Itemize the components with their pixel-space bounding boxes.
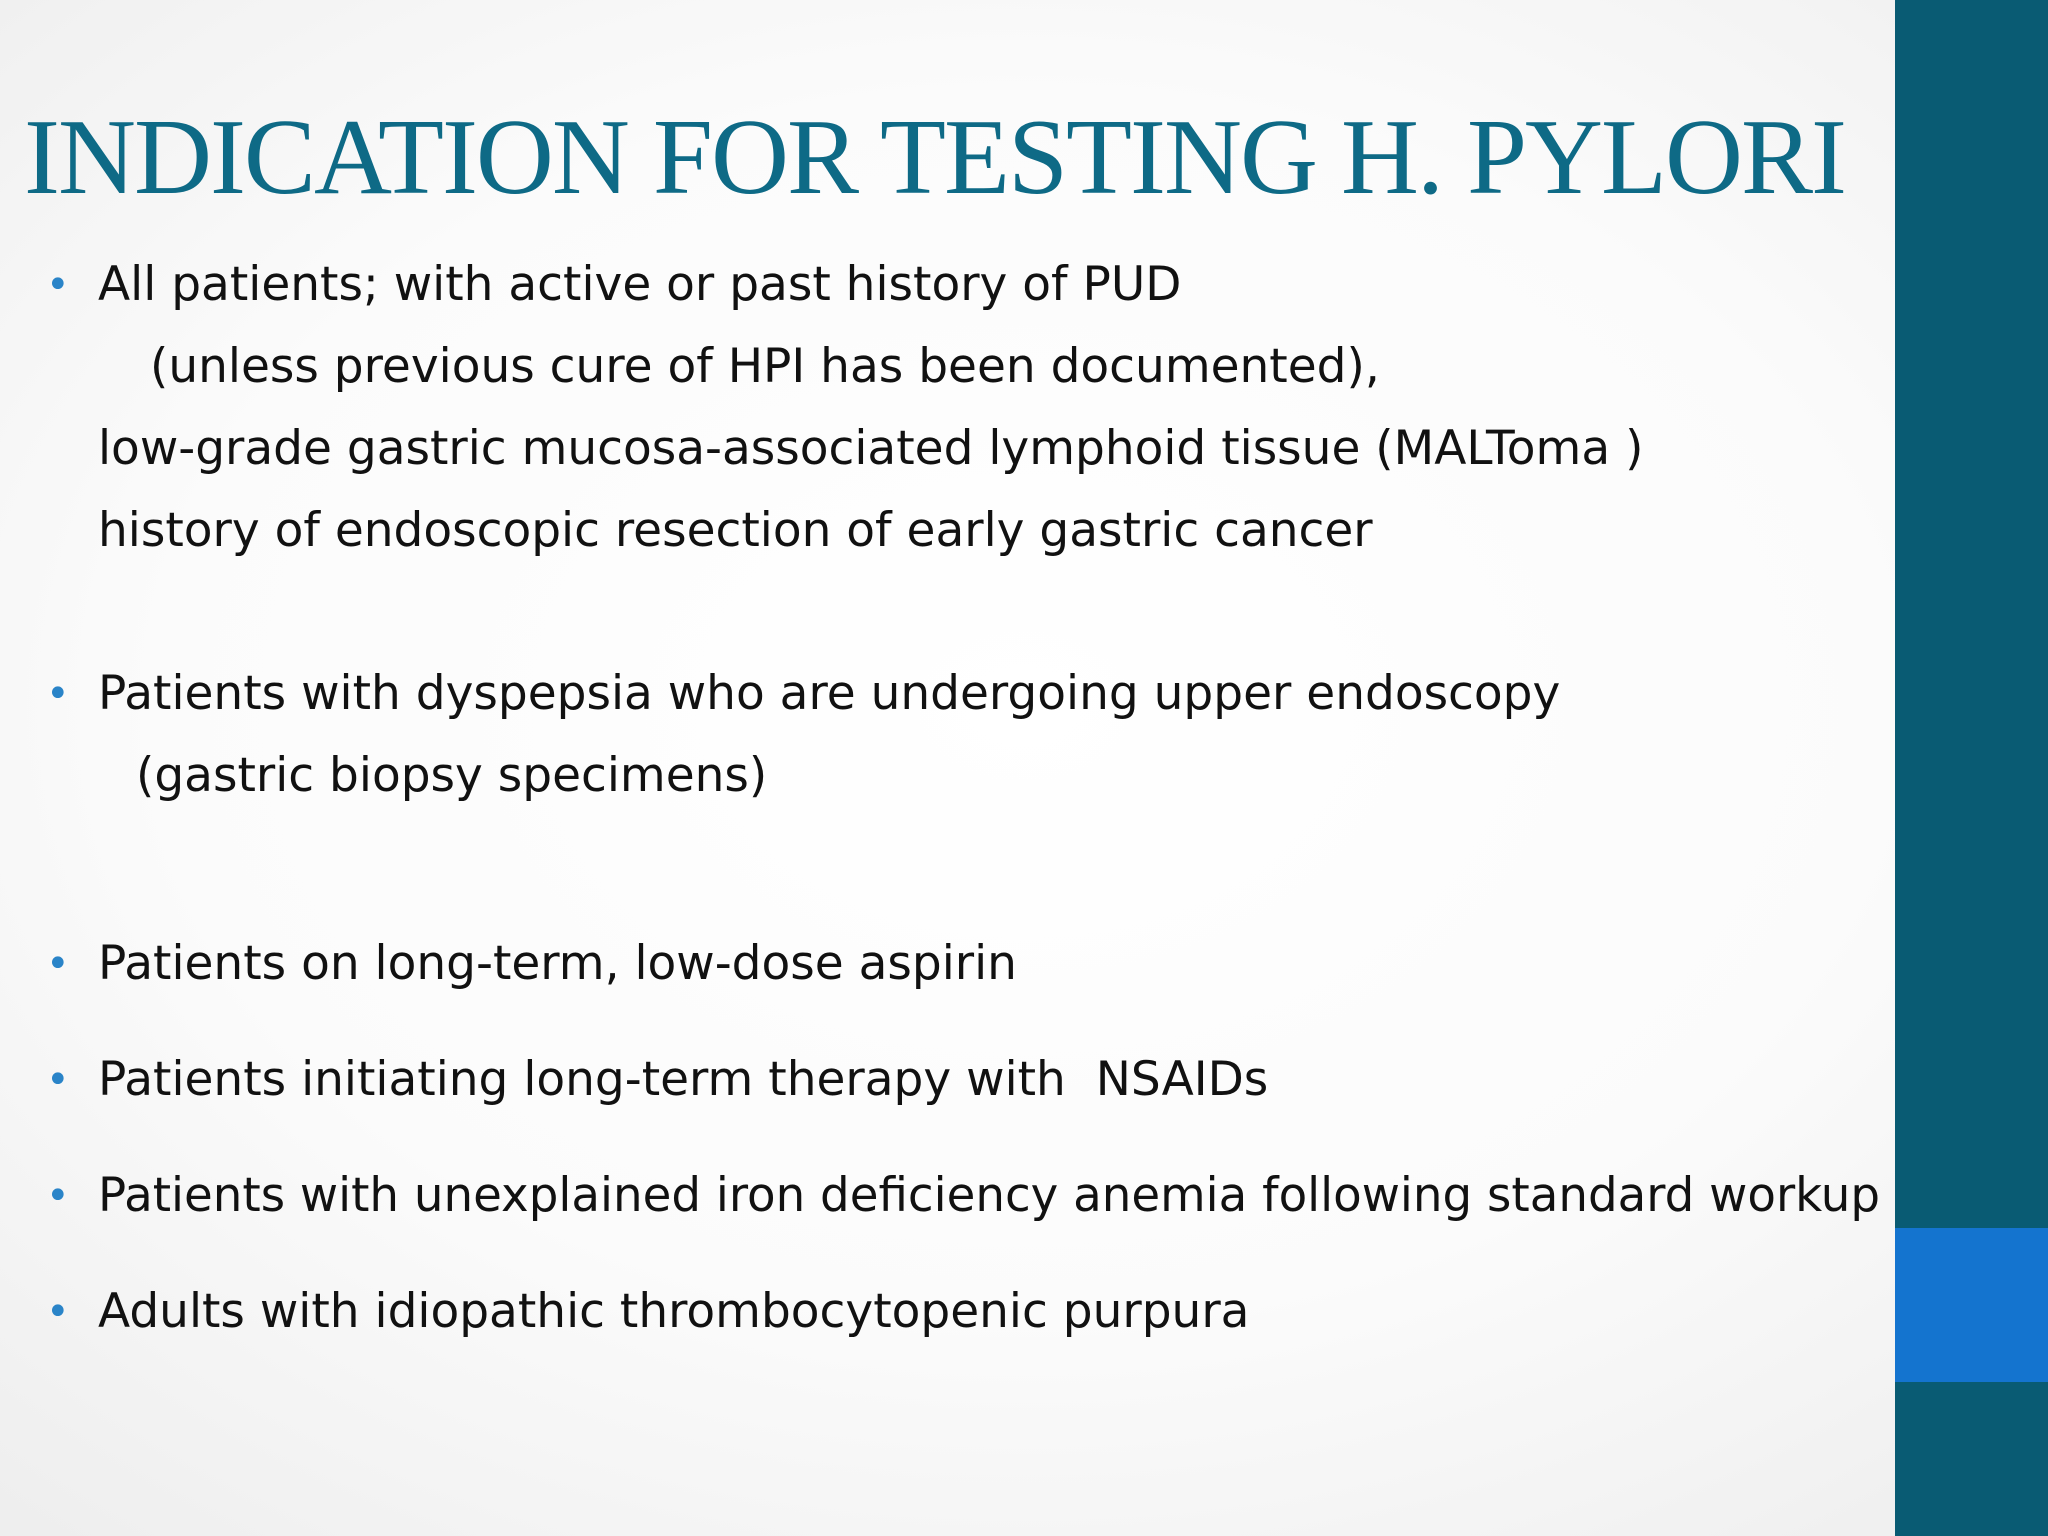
bullet-text-continuation: low-grade gastric mucosa-associated lymphoid tissue (MALToma ): [98, 421, 1644, 476]
bullet-icon: •: [46, 1289, 70, 1335]
bullet-text-continuation: history of endoscopic resection of early gastric cancer: [98, 503, 1373, 558]
bullet-icon: •: [46, 671, 70, 717]
bullet-text: Patients initiating long-term therapy with NSAIDs: [98, 1052, 1269, 1107]
bullet-text: Patients with unexplained iron deficiency anemia following standard workup: [98, 1168, 1881, 1223]
bullet-icon: •: [46, 941, 70, 987]
bullet-icon: •: [46, 262, 70, 308]
bullet-icon: •: [46, 1173, 70, 1219]
slide-title: INDICATION FOR TESTING H. PYLORI: [24, 98, 1845, 217]
bullet-text: Patients on long-term, low-dose aspirin: [98, 936, 1017, 991]
bullet-text: Adults with idiopathic thrombocytopenic purpura: [98, 1284, 1250, 1339]
bullet-text: Patients with dyspepsia who are undergoing upper endoscopy: [98, 666, 1561, 721]
side-accent-block: [1895, 1228, 2048, 1382]
bullet-text-continuation: (gastric biopsy specimens): [136, 748, 768, 803]
bullet-text-continuation: (unless previous cure of HPI has been documented),: [150, 339, 1380, 394]
bullet-icon: •: [46, 1057, 70, 1103]
bullet-text: All patients; with active or past history of PUD: [98, 257, 1182, 312]
